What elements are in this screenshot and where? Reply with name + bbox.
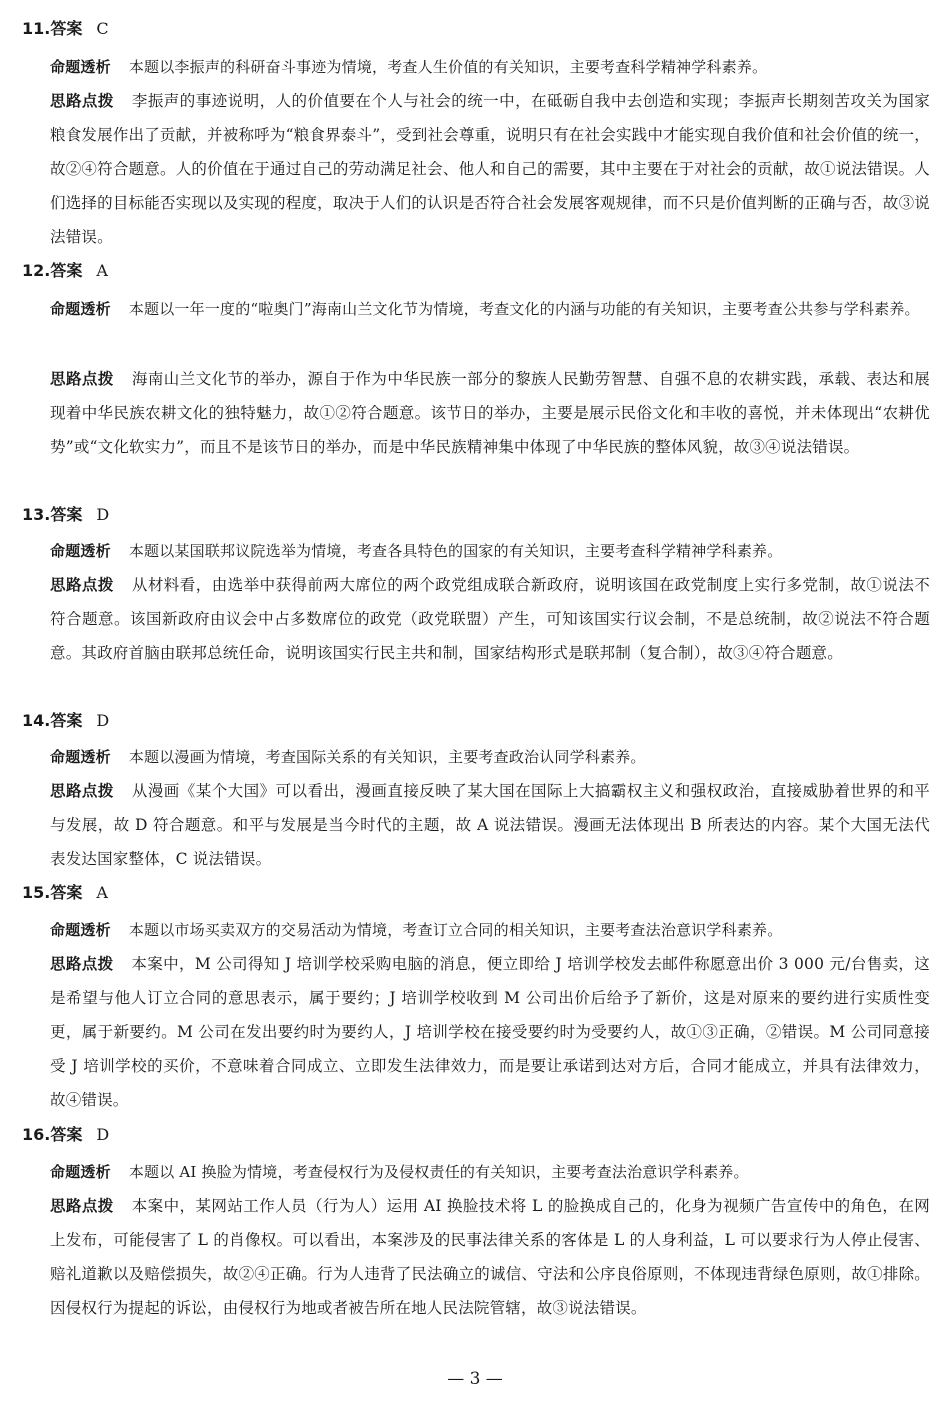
analysis-paragraph [50, 50, 930, 84]
analysis-text: 本题以某国联邦议院选举为情境，考查各具特色的国家的有关知识，主要考查科学精神学科素养。 [128, 542, 783, 560]
answer-letter: D [96, 711, 110, 730]
question-number: 16. [22, 1125, 51, 1144]
analysis-label: 命题透析 [50, 1163, 111, 1181]
analysis-label: 命题透析 [50, 542, 111, 560]
hint-label: 思路点拨 [50, 576, 114, 594]
page-number: — 3 — [447, 1369, 503, 1389]
hint-text: 海南山兰文化节的举办，源自于作为中华民族一部分的黎族人民勤劳智慧、自强不息的农耕实践，承载、表达和展现着中华民族农耕文化的独特魅力，故①②符合题意。该节日的举办，主要是展示民俗文化和丰收的喜悦，并未体现出“农耕优势”或“文化软实力”，而且不是该节日的举办，而是中华民族精神集中体现了中华民族的整体风貌，故③④说法错误。 [50, 370, 930, 456]
analysis-label: 命题透析 [50, 748, 111, 766]
analysis-text: 本题以 AI 换脸为情境，考查侵权行为及侵权责任的有关知识，主要考查法治意识学科素养。 [128, 1163, 749, 1181]
answer-label: 答案 [50, 883, 83, 902]
answer-label: 答案 [50, 261, 83, 280]
hint-label: 思路点拨 [50, 370, 114, 388]
analysis-text: 本题以李振声的科研奋斗事迹为情境，考查人生价值的有关知识，主要考查科学精神学科素养。 [128, 58, 768, 76]
answer-letter: C [96, 19, 109, 38]
answer-label: 答案 [50, 19, 83, 38]
hint-paragraph [50, 774, 930, 876]
hint-label: 思路点拨 [50, 782, 114, 800]
answer-line [22, 710, 109, 732]
analysis-text: 本题以市场买卖双方的交易活动为情境，考查订立合同的相关知识，主要考查法治意识学科素养。 [128, 921, 783, 939]
hint-text: 李振声的事迹说明，人的价值要在个人与社会的统一中，在砥砺自我中去创造和实现；李振声长期刻苦攻关为国家粮食发展作出了贡献，并被称呼为“粮食界泰斗”，受到社会尊重，说明只有在社会实践中才能实现自我价值和社会价值的统一，故②④符合题意。人的价值在于通过自己的劳动满足社会、他人和自己的需要，其中主要在于对社会的贡献，故①说法错误。人们选择的目标能否实现以及实现的程度，取决于人们的认识是否符合社会发展客观规律，而不只是价值判断的正确与否，故③说法错误。 [50, 92, 930, 246]
hint-label: 思路点拨 [50, 955, 114, 973]
hint-text: 从漫画《某个大国》可以看出，漫画直接反映了某大国在国际上大搞霸权主义和强权政治，直接威胁着世界的和平与发展，故 D 符合题意。和平与发展是当今时代的主题，故 A 说法错误。漫画无法体现出 B 所表达的内容。某个大国无法代表发达国家整体，C 说法错误。 [50, 782, 930, 868]
analysis-label: 命题透析 [50, 300, 111, 318]
hint-paragraph [50, 1189, 930, 1325]
analysis-paragraph [50, 740, 930, 774]
analysis-paragraph [50, 534, 930, 568]
answer-label: 答案 [50, 505, 83, 524]
answer-letter: D [96, 1125, 110, 1144]
question-number: 13. [22, 505, 51, 524]
analysis-paragraph [50, 292, 930, 326]
answer-line [22, 504, 109, 526]
analysis-label: 命题透析 [50, 58, 111, 76]
question-number: 11. [22, 19, 51, 38]
analysis-text: 本题以漫画为情境，考查国际关系的有关知识，主要考查政治认同学科素养。 [128, 748, 646, 766]
question-number: 15. [22, 883, 51, 902]
hint-label: 思路点拨 [50, 1197, 114, 1215]
analysis-paragraph [50, 1155, 930, 1189]
hint-paragraph [50, 947, 930, 1117]
question-number: 12. [22, 261, 51, 280]
analysis-text: 本题以一年一度的“啦奥门”海南山兰文化节为情境，考查文化的内涵与功能的有关知识，主要考查公共参与学科素养。 [128, 300, 920, 318]
hint-label: 思路点拨 [50, 92, 114, 110]
analysis-label: 命题透析 [50, 921, 111, 939]
hint-paragraph [50, 362, 930, 464]
hint-paragraph [50, 84, 930, 254]
analysis-paragraph [50, 913, 930, 947]
answer-letter: A [96, 883, 108, 902]
answer-label: 答案 [50, 711, 83, 730]
hint-text: 从材料看，由选举中获得前两大席位的两个政党组成联合新政府，说明该国在政党制度上实行多党制，故①说法不符合题意。该国新政府由议会中占多数席位的政党（政党联盟）产生，可知该国实行议会制，不是总统制，故②说法不符合题意。其政府首脑由联邦总统任命，说明该国实行民主共和制，国家结构形式是联邦制（复合制），故③④符合题意。 [50, 576, 930, 662]
question-number: 14. [22, 711, 51, 730]
answer-letter: D [96, 505, 110, 524]
hint-paragraph [50, 568, 930, 670]
answer-line [22, 882, 108, 904]
answer-label: 答案 [50, 1125, 83, 1144]
hint-text: 本案中，M 公司得知 J 培训学校采购电脑的消息，便立即给 J 培训学校发去邮件称愿意出价 3 000 元/台售卖，这是希望与他人订立合同的意思表示，属于要约；J 培训学校收到 M 公司出价后给予了新价，这是对原来的要约进行实质性变更，属于新要约。M 公司在发出要约时为要约人，J 培训学校在接受要约时为受要约人，故①③正确，②错误。M 公司同意接受 J 培训学校的买价，不意味着合同成立、立即发生法律效力，而是要让承诺到达对方后，合同才能成立，并具有法律效力，故④错误。 [50, 955, 930, 1109]
answer-line [22, 1124, 109, 1146]
hint-text: 本案中，某网站工作人员（行为人）运用 AI 换脸技术将 L 的脸换成自己的，化身为视频广告宣传中的角色，在网上发布，可能侵害了 L 的肖像权。可以看出，本案涉及的民事法律关系的客体是 L 的人身利益，L 可以要求行为人停止侵害、赔礼道歉以及赔偿损失，故②④正确。行为人违背了民法确立的诚信、守法和公序良俗原则，不体现违背绿色原则，故①排除。因侵权行为提起的诉讼，由侵权行为地或者被告所在地人民法院管辖，故③说法错误。 [50, 1197, 930, 1317]
answer-letter: A [96, 261, 108, 280]
answer-line [22, 18, 109, 40]
answer-line [22, 260, 108, 282]
